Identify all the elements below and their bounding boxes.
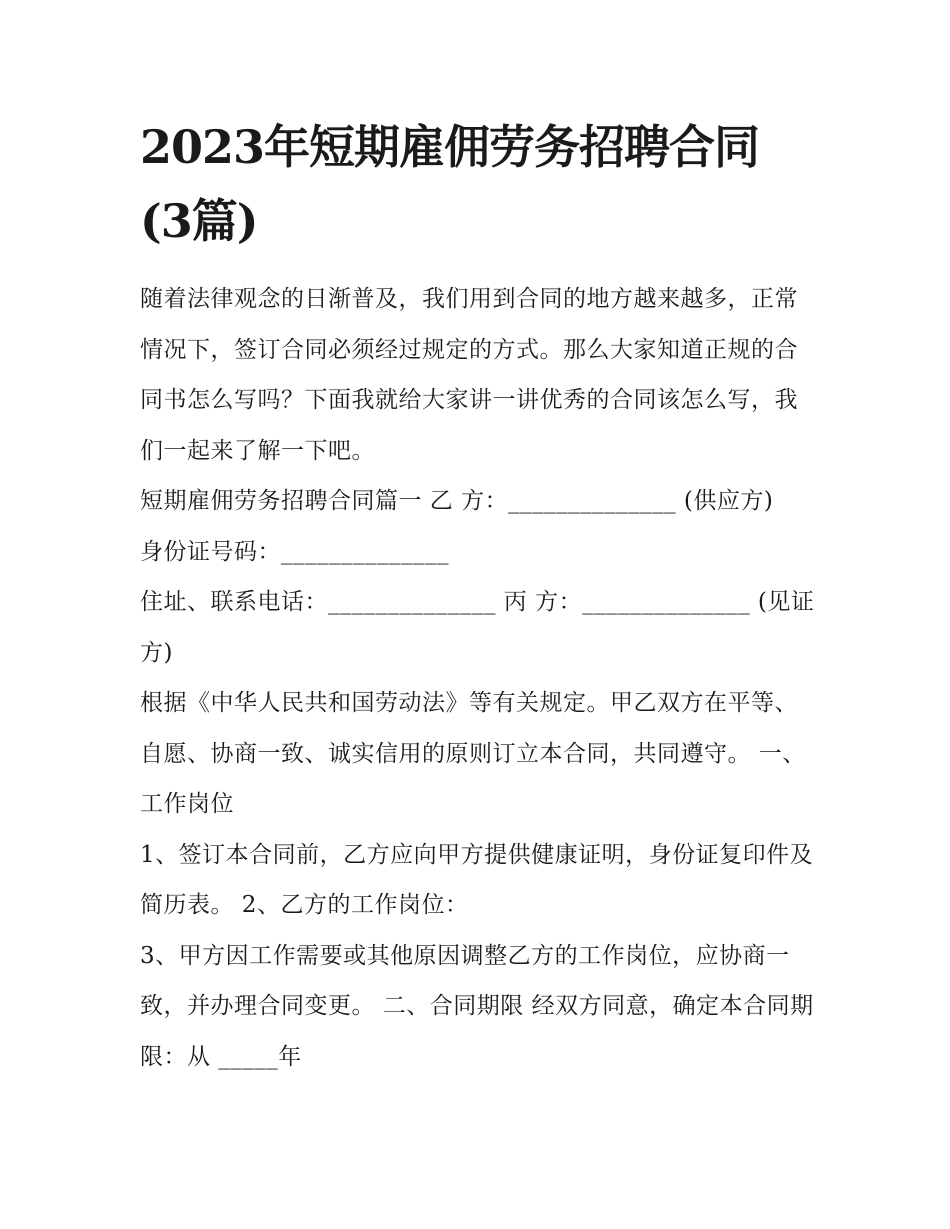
clause-1-paragraph: 1、签订本合同前，乙方应向甲方提供健康证明，身份证复印件及简历表。 2、乙方的工作岗位： xyxy=(140,841,814,918)
legal-basis-paragraph: 根据《中华人民共和国劳动法》等有关规定。甲乙双方在平等、自愿、协商一致、诚实信用的原则订立本合同，共同遵守。 一、工作岗位 xyxy=(140,690,806,817)
document-body xyxy=(140,110,820,1082)
clause-3-paragraph: 3、甲方因工作需要或其他原因调整乙方的工作岗位，应协商一致，并办理合同变更。 二、合同期限 经双方同意，确定本合同期限：从 _____年 xyxy=(140,942,814,1070)
document-title xyxy=(140,110,820,258)
title-line-1: 2023年短期雇佣劳务招聘合同 xyxy=(140,120,760,174)
intro-paragraph: 随着法律观念的日渐普及，我们用到合同的地方越来越多，正常情况下，签订合同必须经过规定的方式。那么大家知道正规的合同书怎么写吗？下面我就给大家讲一讲优秀的合同该怎么写，我们一起来了解一下吧。 xyxy=(140,286,798,464)
address-phone-line: 住址、联系电话：______________ 丙 方：______________ (见证方) xyxy=(140,589,815,666)
title-line-2: (3篇) xyxy=(140,194,258,248)
id-number-line: 身份证号码：______________ xyxy=(140,538,449,565)
party-b-line: 短期雇佣劳务招聘合同篇一 乙 方：______________ (供应方) xyxy=(140,488,774,514)
